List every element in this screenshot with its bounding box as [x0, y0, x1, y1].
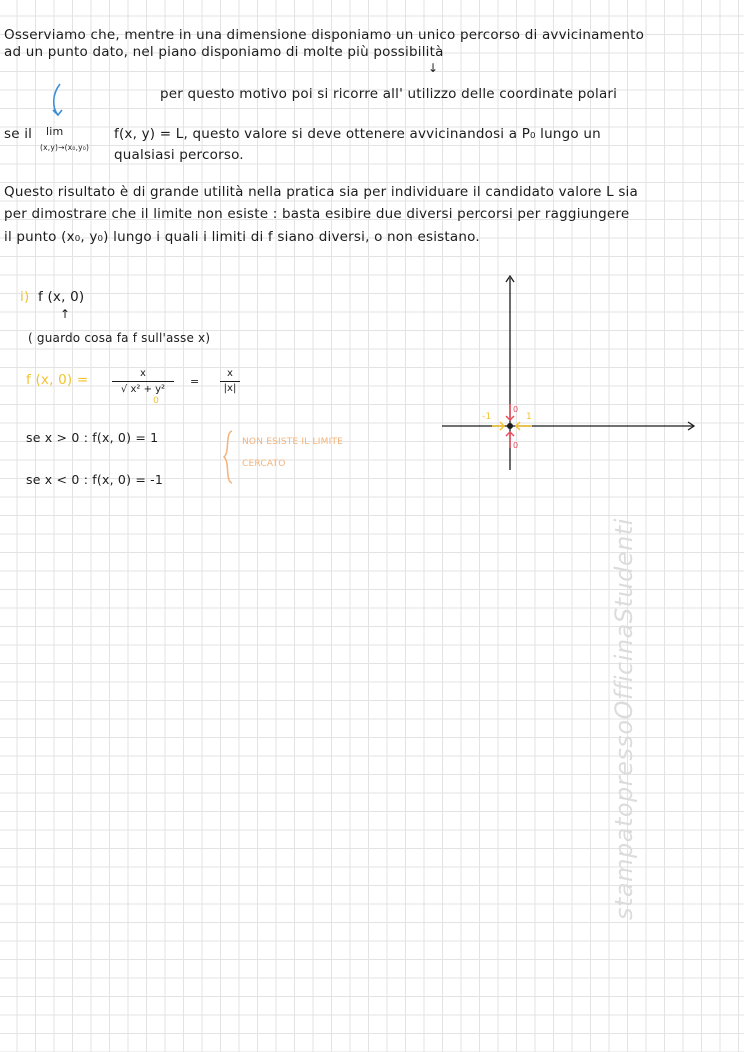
axes-graph: [440, 272, 700, 472]
frac2-numerator: x: [227, 368, 233, 379]
text-line-5: qualsiasi percorso.: [114, 147, 244, 163]
para-line-1: Questo risultato è di grande utilità nella pratica sia per individuare il candidato valore L sia: [4, 184, 638, 200]
fx0-lhs: f (x, 0) =: [26, 372, 89, 388]
frac2-bar: [220, 381, 240, 382]
up-arrow: ↑: [60, 307, 71, 321]
graph-label-top-zero: 0: [513, 405, 519, 414]
equals-sign: =: [190, 375, 200, 388]
note-no-limit: NON ESISTE IL LIMITE: [242, 437, 344, 447]
text-line-3: per questo motivo poi si ricorre all' utilizzo delle coordinate polari: [160, 86, 618, 102]
frac2-denominator: |x|: [223, 383, 237, 394]
item-number: i): [20, 289, 30, 305]
text-line-1: Osserviamo che, mentre in una dimensione disponiamo un unico percorso di avvicinamento: [4, 27, 645, 43]
lim-subscript: (x,y)→(x₀,y₀): [40, 143, 90, 152]
watermark: stampatopressoOfficinaStudenti: [610, 518, 638, 920]
lim-word: lim: [46, 125, 64, 138]
down-arrow: ↓: [428, 61, 439, 75]
text-line-2: ad un punto dato, nel piano disponiamo di molte più possibilità: [4, 44, 444, 60]
case-positive: se x > 0 : f(x, 0) = 1: [26, 430, 159, 445]
graph-label-right: 1: [526, 412, 532, 422]
guardo-note: ( guardo cosa fa f sull'asse x): [28, 331, 211, 345]
item-function: f (x, 0): [38, 289, 85, 305]
blue-hook-arrow-icon: [48, 82, 68, 118]
case-negative: se x < 0 : f(x, 0) = -1: [26, 472, 164, 487]
graph-label-bottom-zero: 0: [513, 441, 519, 450]
orange-brace-icon: [222, 430, 236, 484]
frac1-bar: [112, 381, 174, 382]
graph-label-left: -1: [482, 412, 492, 422]
frac1-denominator: √ x² + y²: [120, 384, 166, 395]
frac1-zero-mark: 0: [153, 396, 159, 406]
se-il: se il: [4, 126, 33, 142]
note-cercato: CERCATO: [242, 459, 286, 469]
text-line-4: f(x, y) = L, questo valore si deve ottenere avvicinandosi a P₀ lungo un: [114, 126, 601, 142]
para-line-3: il punto (x₀, y₀) lungo i quali i limiti di f siano diversi, o non esistano.: [4, 229, 480, 245]
frac1-numerator: x: [140, 368, 146, 379]
para-line-2: per dimostrare che il limite non esiste : basta esibire due diversi percorsi per raggiungere: [4, 206, 630, 222]
